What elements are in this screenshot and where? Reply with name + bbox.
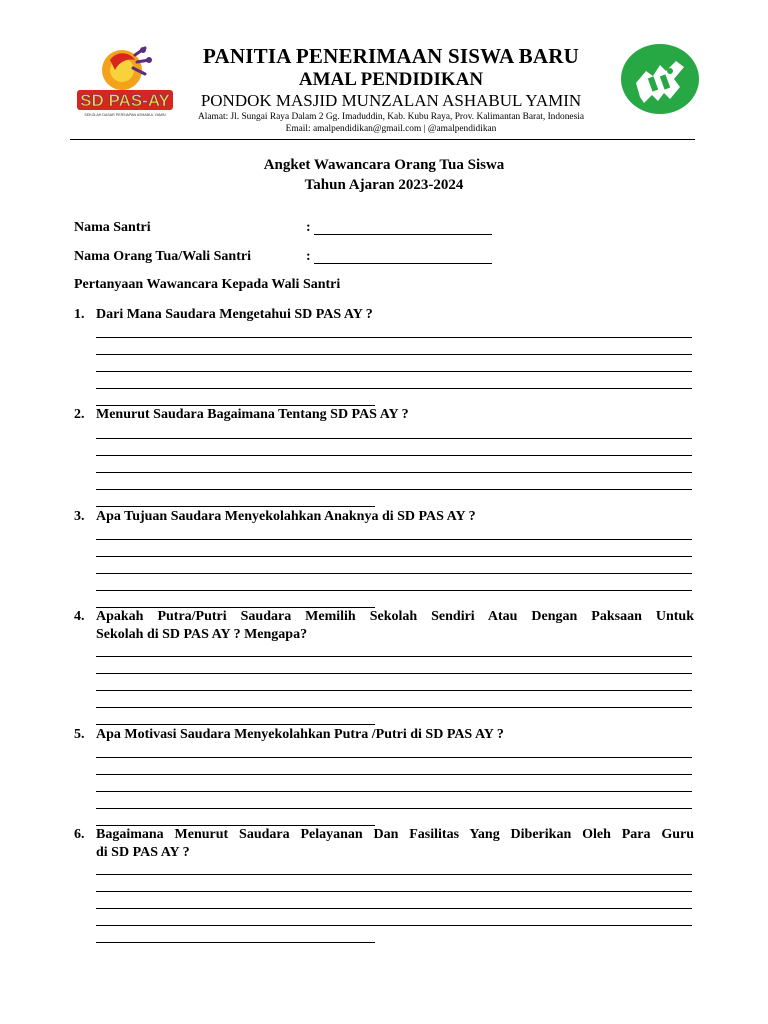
question-text-line1: Bagaimana Menurut Saudara Pelayanan Dan Fasilitas Yang Diberikan Oleh Para Guru	[96, 827, 694, 842]
logo-emblem	[102, 47, 152, 90]
answer-line[interactable]	[96, 388, 692, 389]
question-text: Apa Motivasi Saudara Menyekolahkan Putra /Putri di SD PAS AY ?	[96, 727, 504, 742]
question-number: 6.	[74, 827, 85, 842]
answer-line[interactable]	[96, 354, 692, 355]
question-text: Dari Mana Saudara Mengetahui SD PAS AY ?	[96, 307, 373, 322]
question-number: 4.	[74, 609, 85, 624]
form-title	[0, 155, 768, 195]
question-text: Menurut Saudara Bagaimana Tentang SD PAS AY ?	[96, 407, 409, 422]
answer-line[interactable]	[96, 506, 375, 507]
answer-line[interactable]	[96, 556, 692, 557]
letterhead	[170, 44, 612, 135]
answer-line[interactable]	[96, 808, 692, 809]
answer-line[interactable]	[96, 337, 692, 338]
question-text-line1: Apakah Putra/Putri Saudara Memilih Sekolah Sendiri Atau Dengan Paksaan Untuk	[96, 609, 694, 624]
answer-line[interactable]	[96, 438, 692, 439]
header-divider	[70, 139, 695, 140]
question-number: 3.	[74, 509, 85, 524]
letterhead-contact: Email: amalpendidikan@gmail.com | @amalpendidikan	[285, 124, 497, 134]
answer-line[interactable]	[96, 908, 692, 909]
answer-line[interactable]	[96, 891, 692, 892]
question-number: 5.	[74, 727, 85, 742]
answer-line[interactable]	[96, 757, 692, 758]
letterhead-address: Alamat: Jl. Sungai Raya Dalam 2 Gg. Imaduddin, Kab. Kubu Raya, Prov. Kalimantan Barat, Indonesia	[197, 112, 585, 122]
answer-line[interactable]	[96, 489, 692, 490]
section-label: Pertanyaan Wawancara Kepada Wali Santri	[74, 277, 341, 292]
logo-subtext: SEKOLAH DASAR PERSIAPAN ASHABUL YAMIN	[84, 113, 166, 117]
question-text-line2: di SD PAS AY ?	[96, 845, 190, 860]
answer-line[interactable]	[96, 455, 692, 456]
answer-line[interactable]	[96, 573, 692, 574]
answer-line[interactable]	[96, 791, 692, 792]
student-name-label: Nama Santri	[74, 220, 151, 235]
answer-line[interactable]	[96, 371, 692, 372]
answer-line[interactable]	[96, 590, 692, 591]
answer-line[interactable]	[96, 942, 375, 943]
answer-line[interactable]	[96, 774, 692, 775]
form-title-line1: Angket Wawancara Orang Tua Siswa	[263, 157, 505, 173]
letterhead-institution: PONDOK MASJID MUNZALAN ASHABUL YAMIN	[200, 91, 582, 110]
parent-name-blank[interactable]	[314, 263, 492, 264]
answer-line[interactable]	[96, 472, 692, 473]
question-text-line2: Sekolah di SD PAS AY ? Mengapa?	[96, 627, 308, 642]
question-number: 2.	[74, 407, 85, 422]
amal-pendidikan-logo	[620, 43, 700, 115]
question-number: 1.	[74, 307, 85, 322]
field-colon: :	[306, 220, 311, 235]
answer-line[interactable]	[96, 539, 692, 540]
answer-line[interactable]	[96, 690, 692, 691]
answer-line[interactable]	[96, 656, 692, 657]
answer-line[interactable]	[96, 724, 375, 725]
logo-text: SD PAS-AY	[80, 91, 170, 110]
field-colon: :	[306, 249, 311, 264]
sd-pas-ay-logo	[75, 40, 175, 120]
answer-line[interactable]	[96, 874, 692, 875]
student-name-blank[interactable]	[314, 234, 492, 235]
question-text: Apa Tujuan Saudara Menyekolahkan Anaknya di SD PAS AY ?	[96, 509, 476, 524]
answer-line[interactable]	[96, 673, 692, 674]
letterhead-title: PANITIA PENERIMAAN SISWA BARU	[203, 44, 579, 68]
parent-name-label: Nama Orang Tua/Wali Santri	[74, 249, 251, 264]
letterhead-subtitle: AMAL PENDIDIKAN	[298, 69, 484, 90]
form-title-line2: Tahun Ajaran 2023-2024	[304, 177, 464, 193]
answer-line[interactable]	[96, 925, 692, 926]
answer-line[interactable]	[96, 707, 692, 708]
